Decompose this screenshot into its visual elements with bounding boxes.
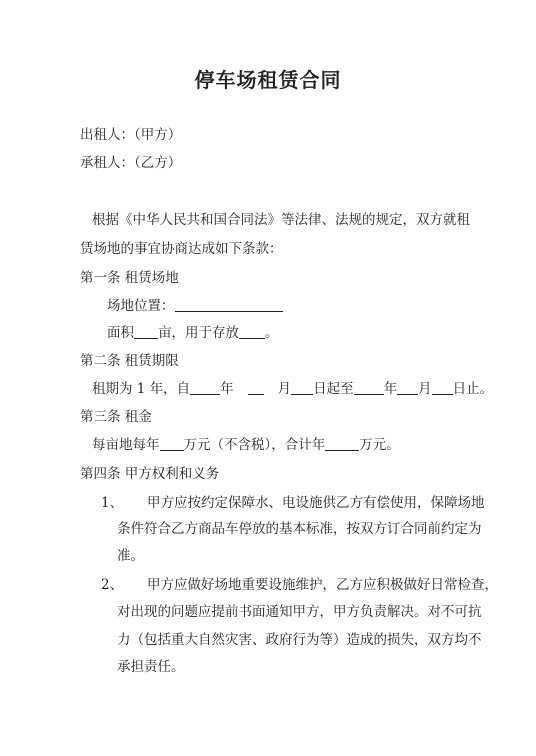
- item-1-line-3: 准。: [117, 548, 144, 564]
- location-blank: [175, 297, 283, 312]
- location-line: [107, 297, 283, 315]
- area-text-b: 亩，用于存放: [158, 325, 239, 341]
- item-2-line-4: 承担责任。: [117, 659, 185, 675]
- item-1-line-1: 甲方应按约定保障水、电设施供乙方有偿使用，保障场地: [147, 495, 485, 511]
- area-blank: [134, 324, 158, 339]
- item-1-line-2: 条件符合乙方商品车停放的基本标准，按双方订合同前约定为: [117, 521, 482, 537]
- start-month-blank: [248, 380, 264, 395]
- end-year-blank: [354, 380, 384, 395]
- item-1-number: 1、: [101, 495, 124, 511]
- article-4-heading: 第四条 甲方权利和义务: [80, 466, 220, 482]
- term-text-until: 日起至: [313, 381, 354, 397]
- item-2-line-3: 力（包括重大自然灾害、政府行为等）造成的损失，双方均不: [117, 632, 482, 648]
- item-2-line-1: 甲方应做好场地重要设施维护，乙方应积极做好日常检查，: [147, 577, 498, 593]
- rent-text-3: 万元。: [359, 437, 400, 453]
- rent-text-2: 万元（不含税），合计年: [183, 437, 326, 453]
- article-2-heading: 第二条 租赁期限: [80, 353, 179, 369]
- term-text-end: 日止。: [452, 381, 494, 397]
- item-2-line-2: 对出现的问题应提前书面通知甲方，甲方负责解决。对不可抗: [117, 604, 482, 620]
- end-month-blank: [397, 380, 418, 395]
- intro-line-1: 根据《中华人民共和国合同法》等法律、法规的规定，双方就租: [92, 212, 470, 228]
- area-text-c: 。: [265, 325, 279, 341]
- rent-total-blank: [325, 436, 359, 451]
- rent-line: [92, 436, 400, 454]
- term-line: [92, 380, 493, 398]
- start-year-blank: [190, 380, 220, 395]
- location-label: 场地位置：: [107, 298, 175, 314]
- term-text-1: 租期为 1 年，自: [92, 381, 191, 397]
- intro-line-2: 赁场地的事宜协商达成如下条款：: [80, 241, 283, 257]
- term-text-year: 年: [220, 381, 234, 397]
- term-text-year-2: 年: [383, 381, 398, 397]
- area-line: [107, 324, 279, 342]
- lessor-line: 出租人：（甲方）: [80, 127, 182, 143]
- term-text-month-2: 月: [418, 381, 432, 397]
- item-2-number: 2、: [101, 577, 124, 593]
- lessee-line: 承租人：（乙方）: [80, 155, 182, 171]
- article-3-heading: 第三条 租金: [80, 409, 152, 425]
- start-day-blank: [291, 380, 313, 395]
- article-1-heading: 第一条 租赁场地: [80, 270, 179, 286]
- rent-per-mu-blank: [160, 436, 184, 451]
- area-text-a: 面积: [107, 325, 134, 341]
- document-title: 停车场租赁合同: [194, 68, 342, 92]
- rent-text-1: 每亩地每年: [92, 437, 160, 453]
- end-day-blank: [432, 380, 453, 395]
- usage-blank: [239, 324, 265, 339]
- term-text-month: 月: [277, 381, 292, 397]
